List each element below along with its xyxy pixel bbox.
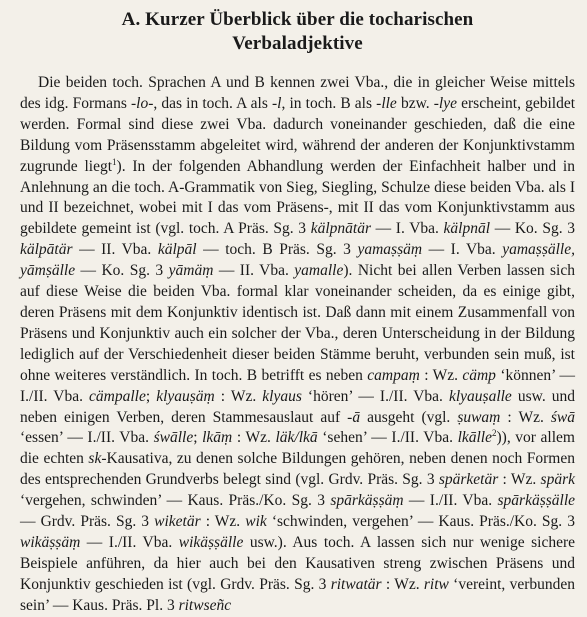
body-paragraph: Die beiden toch. Sprachen A und B kennen zwei Vba., die in gleicher Weise mittels des idg. Formans -lo-, das in toch. A als -l, in toch. B als -lle bzw. -lye erscheint, gebildet werden. Formal sind diese zwei Vba. dadurch voneinander geschieden, daß die eine Bildung vom Präsensstamm abgeleitet wird, während der anderen der Konjunktivstamm zugrunde liegt$^1$). In der folgenden Abhandlung werden der Einfachheit halber und in Anlehnung an die toch. A-Grammatik von Sieg, Siegling, Schulze diese beiden Vba. als I und II bezeichnet, wobei mit I das vom Präsens-, mit II das vom Konjunktivstamm aus gebildete gemeint ist (vgl. toch. A Präs. Sg. 3 kälpnātär — I. Vba. kälpnāl — Ko. Sg. 3 kälpātär — II. Vba. kälpāl — toch. B Präs. Sg. 3 yamaṣṣäṃ — I. Vba. yamaṣṣälle, yāmṣälle — Ko. Sg. 3 yāmäṃ — II. Vba. yamalle). Nicht bei allen Verben lassen sich auf diese Weise die beiden Vba. formal klar voneinander scheiden, da es einige gibt, deren Präsens mit dem Konjunktiv identisch ist. Daß dann mit einem Zusammenfall von Präsens und Konjunktiv auch ein solcher der Vba., deren Unterscheidung in der Bildung lediglich auf der Verschiedenheit dieser beiden Stämme beruht, verbunden sein muß, ist ohne weiteres verständlich. In toch. B betrifft es neben campaṃ : Wz. cämp ‘können’ — I./II. Vba. cämpalle; klyauṣäṃ : Wz. klyaus ‘hören’ — I./II. Vba. klyauṣalle usw. und neben einigen Verben, deren Stammesauslaut auf -ā ausgeht (vgl. ṣuwaṃ : Wz. śwā ‘essen’ — I./II. Vba. śwālle; lkāṃ : Wz. läk/lkā ‘sehen’ — I./II. Vba. lkālle$^2$)), vor allem die echten sk-Kausativa, zu denen solche Bildungen gehören, neben denen noch Formen des entsprechenden Grundverbs belegt sind (vgl. Grdv. Präs. Sg. 3 spärketär : Wz. spärk ‘vergehen, schwinden’ — Kaus. Präs./Ko. Sg. 3 spārkäṣṣäṃ — I./II. Vba. spārkäṣṣälle — Grdv. Präs. Sg. 3 wiketär : Wz. wik ‘schwinden, vergehen’ — Kaus. Präs./Ko. Sg. 3 wikäṣṣäṃ — I./II. Vba. wikäṣṣälle usw.). Aus toch. A lassen sich nur wenige sichere Beispiele anführen, da hier auch bei den Kausativen streng zwischen Präsens und Konjunktiv geschieden ist (vgl. Grdv. Präs. Sg. 3 ritwatär : Wz. ritw ‘vereint, verbunden sein’ — Kaus. Präs. Pl. 3 ritwseñc (20, 74, 576, 614)
page (20, 8, 575, 617)
section-heading (20, 8, 575, 56)
heading-line-1: A. Kurzer Überblick über die tocharischen (121, 9, 474, 30)
heading-line-2: Verbaladjektive (232, 33, 363, 54)
